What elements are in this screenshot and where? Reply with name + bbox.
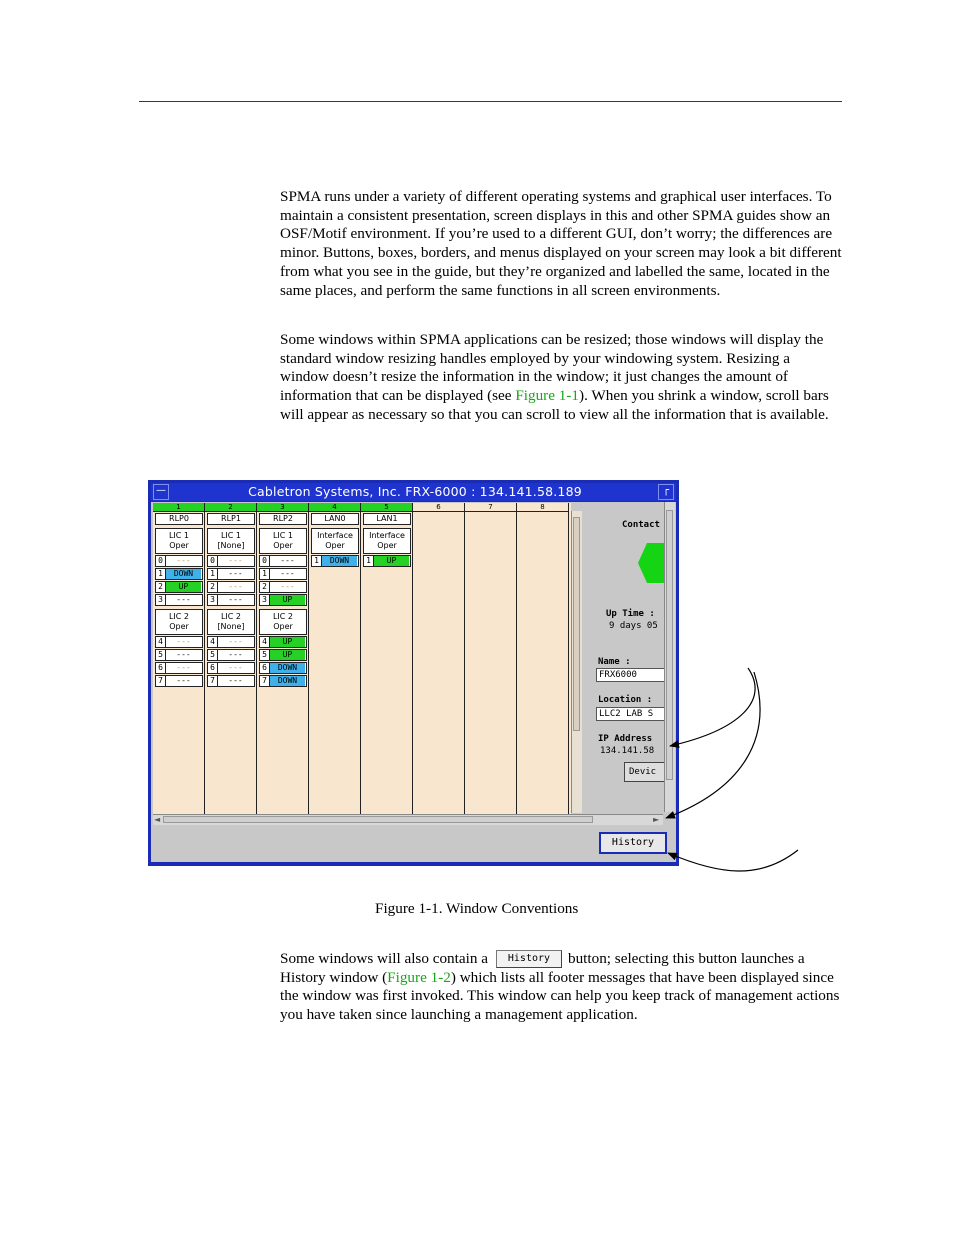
- port-row[interactable]: [155, 555, 203, 567]
- interface-status-value[interactable]: DOWN: [322, 556, 357, 566]
- port-number: 1: [156, 569, 166, 579]
- window-titlebar[interactable]: [151, 483, 676, 501]
- port-number: 6: [156, 663, 166, 673]
- slot-name-button[interactable]: RLP0: [155, 513, 203, 525]
- slot-number: 3: [257, 503, 308, 512]
- slot-number: 6: [413, 503, 464, 512]
- lic-name: LIC 2: [272, 612, 294, 621]
- scrollbar-thumb[interactable]: [163, 816, 593, 823]
- port-number: 3: [260, 595, 270, 605]
- scroll-left-icon[interactable]: ◄: [154, 815, 161, 824]
- lic-status: Oper: [273, 622, 293, 631]
- lic-status: [None]: [217, 541, 245, 550]
- port-row[interactable]: [155, 675, 203, 687]
- port-row[interactable]: [207, 568, 255, 580]
- port-status[interactable]: ---: [280, 569, 295, 578]
- port-status[interactable]: ---: [176, 650, 191, 659]
- port-status[interactable]: ---: [280, 556, 295, 565]
- port-row[interactable]: [259, 581, 307, 593]
- port-status[interactable]: UP: [270, 650, 305, 660]
- lic-name: LIC 2: [220, 612, 242, 621]
- slot-column-5: [361, 503, 413, 814]
- history-button[interactable]: History: [599, 832, 667, 854]
- port-status[interactable]: ---: [228, 650, 243, 659]
- lic-label-button[interactable]: [207, 609, 255, 635]
- ip-address-value: 134.141.58: [600, 746, 655, 756]
- port-status[interactable]: ---: [176, 595, 191, 604]
- device-button[interactable]: Devic: [624, 762, 664, 782]
- port-row[interactable]: [155, 636, 203, 648]
- interface-name: Interface: [369, 531, 405, 540]
- figure-caption: Figure 1-1. Window Conventions: [375, 900, 579, 917]
- port-number: 5: [156, 650, 166, 660]
- slot-number: 7: [465, 503, 516, 512]
- port-row[interactable]: [207, 649, 255, 661]
- slot-number: 1: [153, 503, 204, 512]
- window-horizontal-scrollbar[interactable]: [153, 814, 663, 825]
- slot-column-2: [205, 503, 257, 814]
- interface-status-value[interactable]: UP: [374, 556, 409, 566]
- port-number: 2: [208, 582, 218, 592]
- slot-column-3: [257, 503, 309, 814]
- port-row[interactable]: [207, 675, 255, 687]
- history-text-start: Some windows will also contain a: [280, 950, 488, 967]
- device-info-panel: [584, 502, 664, 812]
- port-row[interactable]: [259, 675, 307, 687]
- port-row[interactable]: [155, 649, 203, 661]
- port-row[interactable]: [207, 662, 255, 674]
- lic-name: LIC 2: [168, 612, 190, 621]
- slot-number: 8: [517, 503, 568, 512]
- port-status[interactable]: ---: [228, 663, 243, 672]
- arrow-to-scrollbar: [666, 672, 760, 818]
- slot-name-button[interactable]: LAN0: [311, 513, 359, 525]
- interface-number: 1: [364, 556, 374, 566]
- port-status[interactable]: DOWN: [270, 676, 305, 686]
- interface-name: Interface: [317, 531, 353, 540]
- window-resize-button[interactable]: ┌: [658, 484, 674, 500]
- lic-label-button[interactable]: [155, 609, 203, 635]
- port-row[interactable]: [259, 555, 307, 567]
- port-row[interactable]: [207, 581, 255, 593]
- scrollbar-thumb[interactable]: [573, 517, 580, 731]
- port-row[interactable]: [155, 662, 203, 674]
- port-status[interactable]: ---: [228, 569, 243, 578]
- port-status[interactable]: UP: [270, 637, 305, 647]
- ip-address-label: IP Address: [598, 734, 653, 744]
- interface-label-button[interactable]: [311, 528, 359, 554]
- name-label: Name :: [598, 657, 631, 667]
- lic-label-button[interactable]: [207, 528, 255, 554]
- port-status[interactable]: ---: [228, 637, 243, 646]
- device-status-hexagon[interactable]: [638, 543, 664, 583]
- name-field[interactable]: FRX6000: [596, 668, 664, 682]
- port-number: 3: [208, 595, 218, 605]
- location-label: Location :: [598, 695, 653, 705]
- port-status[interactable]: UP: [270, 595, 305, 605]
- interface-row[interactable]: [363, 555, 411, 567]
- port-number: 6: [260, 663, 270, 673]
- port-status[interactable]: ---: [280, 582, 295, 591]
- port-status[interactable]: ---: [228, 582, 243, 591]
- location-field[interactable]: LLC2 LAB S: [596, 707, 664, 721]
- lic-label-button[interactable]: [259, 609, 307, 635]
- resize-text-start: Some windows within SPMA applications can be resized; those windows will display the standard window resizing handles employed by your windowing system. Resizing a window doesn’t resize the information in the window; it just changes the amount of information that can be displayed (see: [280, 331, 824, 405]
- scrollbar-thumb[interactable]: [666, 510, 673, 780]
- port-status[interactable]: ---: [228, 676, 243, 685]
- lic-status: [None]: [217, 622, 245, 631]
- port-number: 0: [208, 556, 218, 566]
- lic-name: LIC 1: [272, 531, 294, 540]
- port-number: 0: [260, 556, 270, 566]
- port-number: 7: [208, 676, 218, 686]
- lic-status: Oper: [169, 541, 189, 550]
- interface-label-button[interactable]: [363, 528, 411, 554]
- slot-number: 4: [309, 503, 360, 512]
- history-paragraph: [280, 950, 842, 1025]
- port-number: 0: [156, 556, 166, 566]
- resize-text-end: ). When you shrink a window, scroll bars will appear as necessary so that you can scroll to view all the information that is available.: [280, 387, 829, 423]
- port-row[interactable]: [155, 594, 203, 606]
- interface-status: Oper: [325, 541, 345, 550]
- port-status[interactable]: ---: [176, 637, 191, 646]
- intro-paragraph: SPMA runs under a variety of different operating systems and graphical user interfaces. To maintain a consistent presentation, screen displays in this and other SPMA guides show an OSF/Motif environment. If you’re used to a different GUI, don’t worry; the differences are minor. Buttons, boxes, borders, and menus displayed on your screen may look a bit different from what you see in the guide, but they’re organized and labelled the same, located in the same places, and perform the same functions in all screen environments.: [280, 188, 842, 299]
- window-vertical-scrollbar[interactable]: [664, 502, 675, 812]
- slot-column-4: [309, 503, 361, 814]
- slot-name-button[interactable]: RLP1: [207, 513, 255, 525]
- scroll-right-icon[interactable]: ►: [653, 815, 660, 824]
- port-status[interactable]: ---: [228, 556, 243, 565]
- interface-number: 1: [312, 556, 322, 566]
- port-row[interactable]: [259, 649, 307, 661]
- interface-status: Oper: [377, 541, 397, 550]
- figure-1-1-link[interactable]: Figure 1-1: [515, 387, 580, 405]
- arrow-to-history-button: [668, 850, 798, 871]
- port-row[interactable]: [259, 636, 307, 648]
- port-number: 3: [156, 595, 166, 605]
- slot-column-8: [517, 503, 569, 814]
- port-status[interactable]: ---: [228, 595, 243, 604]
- window-title: Cabletron Systems, Inc. FRX-6000 : 134.141.58.189: [248, 484, 582, 499]
- inline-history-button[interactable]: History: [496, 950, 562, 968]
- port-number: 4: [260, 637, 270, 647]
- port-number: 5: [260, 650, 270, 660]
- slot-grid: [153, 503, 571, 814]
- history-text-end: ) which lists all footer messages that have been displayed since the window was first invoked. This window can help you keep track of management actions you have taken since launching a management application.: [280, 968, 840, 1024]
- port-number: 1: [260, 569, 270, 579]
- uptime-value: 9 days 05: [609, 621, 658, 631]
- slot-column-6: [413, 503, 465, 814]
- port-status[interactable]: DOWN: [166, 569, 201, 579]
- port-number: 2: [156, 582, 166, 592]
- port-row[interactable]: [207, 594, 255, 606]
- port-row[interactable]: [259, 568, 307, 580]
- header-rule: [139, 101, 842, 102]
- history-text-mid: button; selecting this button launches a History window (: [280, 950, 805, 986]
- port-status[interactable]: UP: [166, 582, 201, 592]
- slot-column-7: [465, 503, 517, 814]
- port-number: 4: [208, 637, 218, 647]
- window-client-area: [151, 502, 676, 862]
- lic-status: Oper: [169, 622, 189, 631]
- slot-name-button[interactable]: RLP2: [259, 513, 307, 525]
- port-status[interactable]: ---: [176, 663, 191, 672]
- slot-column-1: [153, 503, 205, 814]
- slot-number: 5: [361, 503, 412, 512]
- slot-grid-vertical-scrollbar[interactable]: [571, 511, 582, 813]
- port-row[interactable]: [259, 594, 307, 606]
- lic-status: Oper: [273, 541, 293, 550]
- port-number: 2: [260, 582, 270, 592]
- port-number: 5: [208, 650, 218, 660]
- port-number: 1: [208, 569, 218, 579]
- frx6000-window: [148, 480, 679, 866]
- interface-row[interactable]: [311, 555, 359, 567]
- lic-name: LIC 1: [168, 531, 190, 540]
- arrow-to-resize-handle: [670, 668, 755, 746]
- port-number: 7: [260, 676, 270, 686]
- port-row[interactable]: [207, 636, 255, 648]
- uptime-label: Up Time :: [606, 609, 655, 619]
- port-row[interactable]: [155, 581, 203, 593]
- port-number: 7: [156, 676, 166, 686]
- lic-name: LIC 1: [220, 531, 242, 540]
- lic-label-button[interactable]: [155, 528, 203, 554]
- resize-paragraph: [280, 331, 842, 425]
- port-status[interactable]: ---: [176, 556, 191, 565]
- figure-1-2-link[interactable]: Figure 1-2: [387, 968, 451, 986]
- slot-number: 2: [205, 503, 256, 512]
- port-number: 6: [208, 663, 218, 673]
- slot-name-button[interactable]: LAN1: [363, 513, 411, 525]
- port-status[interactable]: DOWN: [270, 663, 305, 673]
- port-row[interactable]: [155, 568, 203, 580]
- lic-label-button[interactable]: [259, 528, 307, 554]
- port-row[interactable]: [207, 555, 255, 567]
- window-menu-button[interactable]: —: [153, 484, 169, 500]
- port-row[interactable]: [259, 662, 307, 674]
- port-status[interactable]: ---: [176, 676, 191, 685]
- port-number: 4: [156, 637, 166, 647]
- contact-label: Contact: [622, 520, 660, 530]
